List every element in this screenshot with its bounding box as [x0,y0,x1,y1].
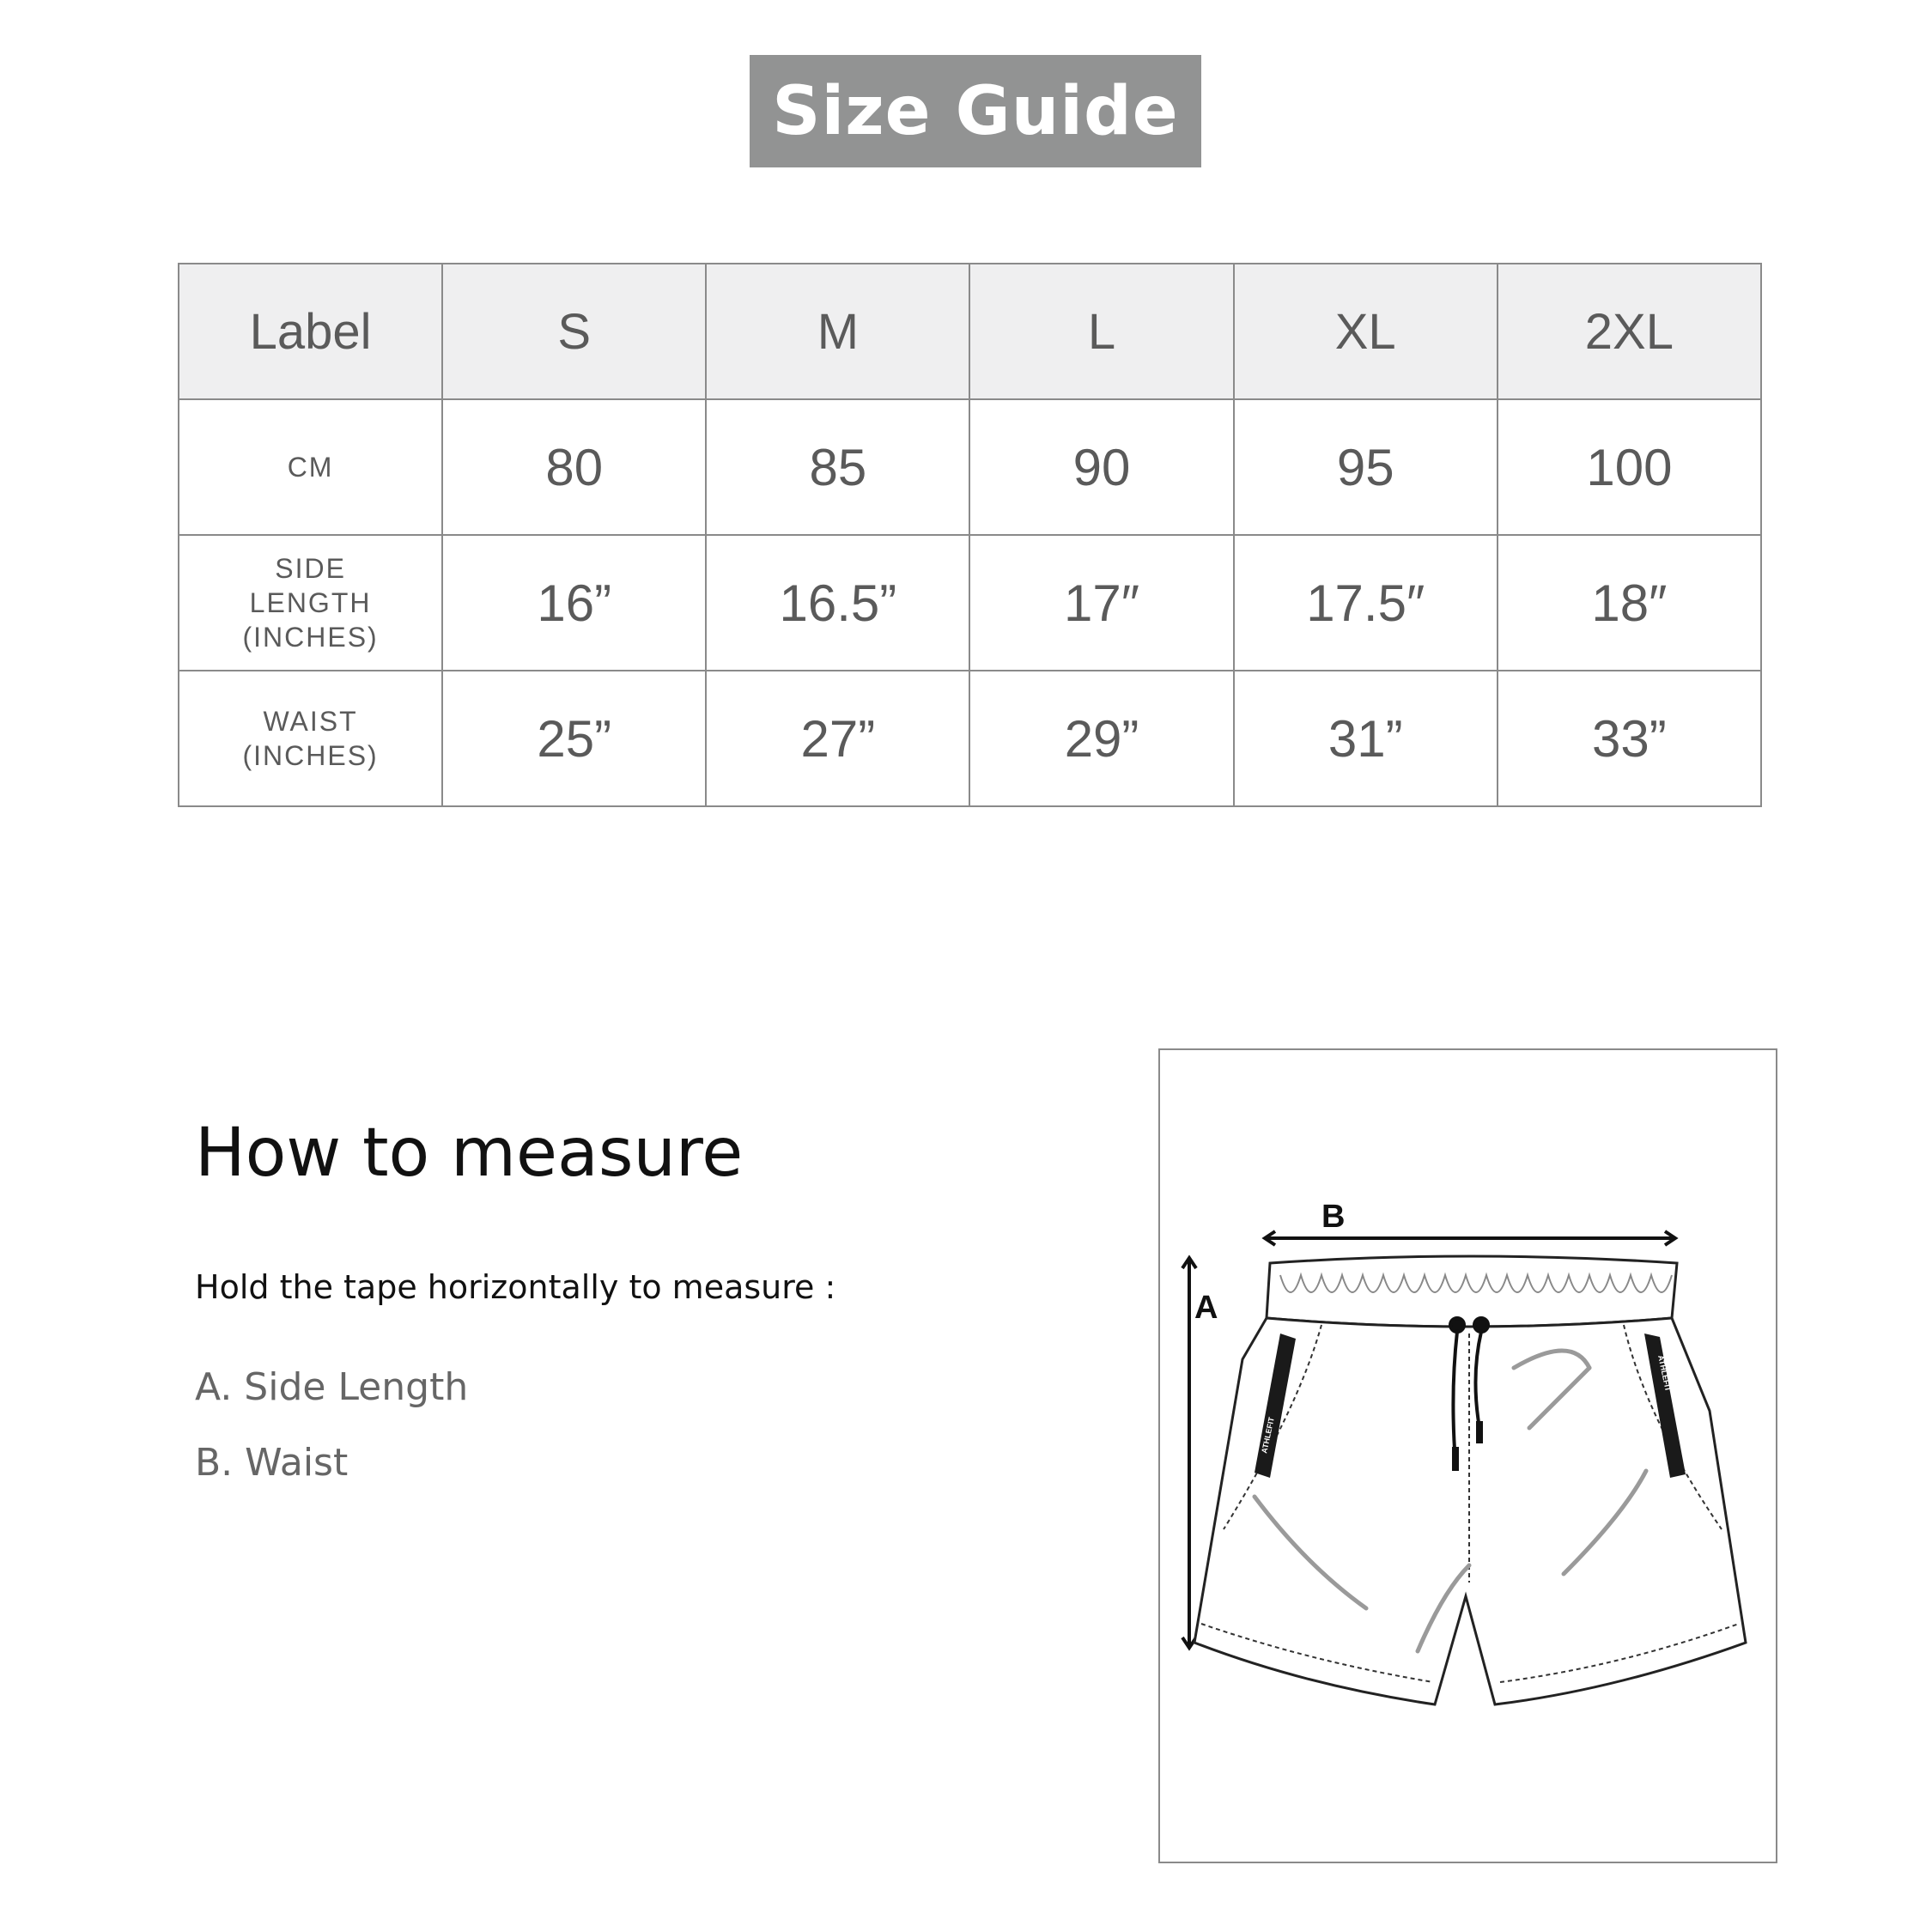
measure-item-waist: B. Waist [195,1441,349,1485]
size-table [178,263,1762,807]
cell-value: 90 [969,399,1233,535]
measure-item-side-length: A. Side Length [195,1365,469,1409]
table-row-cm [179,399,1761,535]
table-row-waist [179,671,1761,806]
shorts-diagram [1158,1048,1777,1863]
row-label-side-length [179,535,442,671]
header-size-m: M [706,264,969,399]
table-row-side-length [179,535,1761,671]
row-label-line: (INCHES) [242,622,379,653]
size-guide-title: Size Guide [750,55,1201,167]
label-b: B [1321,1199,1346,1235]
cell-value: 18″ [1498,535,1761,671]
cell-value: 85 [706,399,969,535]
row-label-line: CM [287,452,334,483]
drawstring-tip [1452,1447,1459,1471]
row-label-cm [179,399,442,535]
shorts-illustration [1160,1050,1779,1865]
cell-value: 16.5” [706,535,969,671]
cell-value: 16” [442,535,706,671]
drawstring-tip [1476,1421,1483,1443]
cell-value: 25” [442,671,706,806]
how-to-measure-heading: How to measure [195,1115,744,1192]
cell-value: 100 [1498,399,1761,535]
row-label-waist [179,671,442,806]
brand-strip-text: ATHLEFIT [1260,1416,1276,1455]
waistband [1267,1256,1677,1327]
table-header-row [179,264,1761,399]
row-label-line: (INCHES) [242,740,379,771]
label-a: A [1194,1290,1218,1326]
cell-value: 31” [1234,671,1498,806]
header-size-s: S [442,264,706,399]
header-label: Label [179,264,442,399]
cell-value: 17.5″ [1234,535,1498,671]
cell-value: 95 [1234,399,1498,535]
header-size-2xl: 2XL [1498,264,1761,399]
header-size-xl: XL [1234,264,1498,399]
row-label-line: SIDE [275,553,346,584]
row-label-line: LENGTH [249,587,372,618]
measure-instruction: Hold the tape horizontally to measure : [195,1268,836,1306]
brand-strip-text: ATHLEFIT [1656,1354,1673,1393]
cell-value: 29” [969,671,1233,806]
row-label-line: WAIST [263,706,358,737]
cell-value: 80 [442,399,706,535]
cell-value: 17″ [969,535,1233,671]
cell-value: 27” [706,671,969,806]
cell-value: 33” [1498,671,1761,806]
header-size-l: L [969,264,1233,399]
measure-list [195,1365,468,1516]
